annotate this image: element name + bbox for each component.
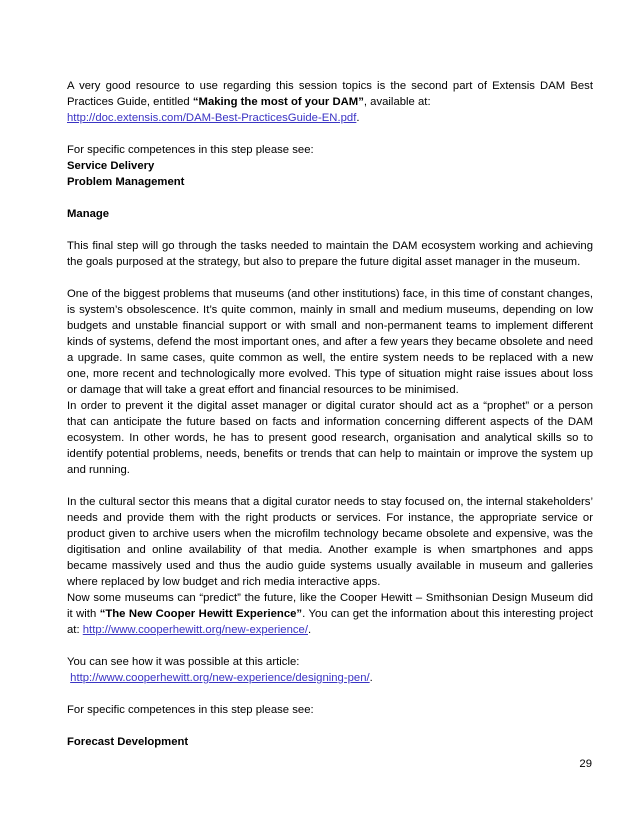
competences-lead-1: For specific competences in this step please see: [67,144,314,156]
cooper-hewitt-link-period: . [307,624,312,636]
paragraph-obsolescence: One of the biggest problems that museums (and other institutions) face, in this time of constant changes, is system’s obsolescence. It’s quite common, mainly in small and medium museums, depending on low budgets and unstable financial support or with small and non-permanent teams to implement different kinds of systems, defend the most important ones, and after a few years they became obsolete and need a upgrade. In same cases, quite common as well, the entire system needs to be replaced with a new one, more recent and technologically more evolved. This type of situation might raise issues about loss or damage that will take a great effort and financial resources to be minimised. [67,288,593,396]
intro-text-part-1: A very good resource to use regarding this session topics is the second part of Extensis DAM Best Practices Guide, entitled [67,80,593,108]
article-link-period: . [369,672,373,684]
spacer [67,478,593,494]
link-extensis-dam-guide[interactable]: http://doc.extensis.com/DAM-Best-PracticesGuide-EN.pdf [67,112,357,124]
intro-text-part-2: , available at: [363,96,431,108]
cooper-hewitt-text-part-2: . You can get the information about this interesting project at: [67,608,593,636]
spacer [67,270,593,286]
paragraph-cultural-sector: In the cultural sector this means that a digital curator needs to stay focused on, the internal stakeholders’ needs and provide them with the right products or services. For instance, the appropriate service or product given to archive users when the microfilm technology became obsolete and expensive, was the digitisation and online availability of that media. Another example is when smartphones and apps became massively used and thus the audio guide systems usually available in museum and galleries where replaced by low budget and rich media interactive apps. [67,496,593,588]
paragraph-cooper-hewitt [67,590,593,638]
page-number: 29 [579,758,592,770]
spacer [67,718,593,734]
spacer [67,638,593,654]
link-cooperhewitt-new-experience[interactable]: http://www.cooperhewitt.org/new-experience/ [82,624,308,636]
paragraph-manage-intro: This final step will go through the tasks needed to maintain the DAM ecosystem working and achieving the goals purposed at the strategy, but also to prepare the future digital asset manager in the museum. [67,240,593,268]
spacer [67,222,593,238]
competence-service-delivery: Service Delivery [67,160,155,172]
link-cooperhewitt-designing-pen[interactable]: http://www.cooperhewitt.org/new-experience/designing-pen/ [70,672,370,684]
cooper-hewitt-text-part-1: Now some museums can “predict” the future, like the Cooper Hewitt – Smithsonian Design Museum did it with [67,592,593,620]
article-lead: You can see how it was possible at this article: [67,656,300,668]
spacer [67,126,593,142]
paragraph-prophet: In order to prevent it the digital asset manager or digital curator should act as a “prophet” or a person that can anticipate the future based on facts and information concerning different aspects of the DAM ecosystem. In other words, he has to present good research, organisation and analytical skills so to identify potential problems, needs, benefits or trends that can help to maintain or improve the system up and running. [67,400,593,476]
intro-guide-title: “Making the most of your DAM” [192,96,364,108]
spacer [67,686,593,702]
competence-problem-management: Problem Management [67,176,185,188]
paragraph-intro [67,78,593,126]
competences-lead-2: For specific competences in this step please see: [67,704,314,716]
spacer [67,190,593,206]
page-content [67,78,593,750]
competence-forecast-development: Forecast Development [67,736,189,748]
cooper-hewitt-experience-title: “The New Cooper Hewitt Experience” [99,608,303,620]
intro-link-period: . [356,112,360,124]
heading-manage: Manage [67,208,110,220]
paragraph-article-link [67,670,593,686]
